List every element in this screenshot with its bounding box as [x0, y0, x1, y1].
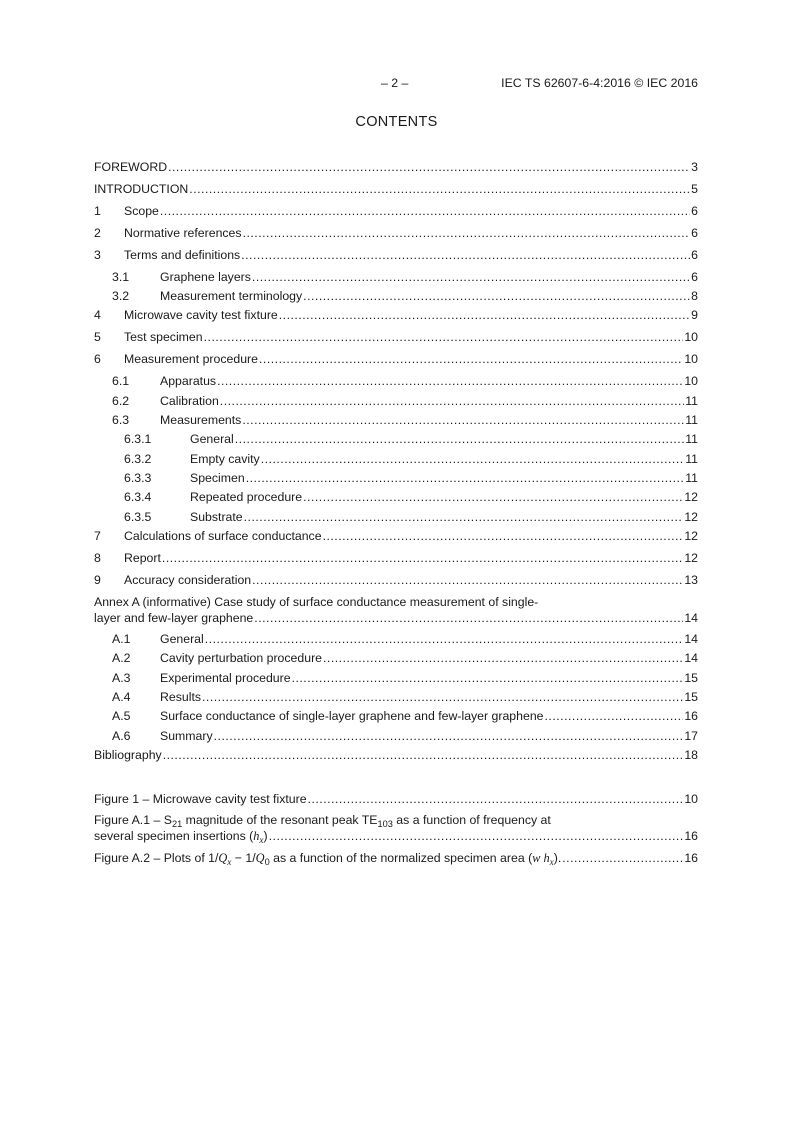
toc-entry[interactable]: 6.3.2 Empty cavity ..... 11 [94, 451, 698, 467]
toc-entry[interactable]: 6.3 Measurements ..... 11 [94, 412, 698, 428]
toc-entry[interactable]: 2 Normative references ..... 6 [94, 225, 698, 241]
toc-annex-entry[interactable]: A.2 Cavity perturbation procedure ..... 14 [94, 650, 698, 666]
toc-introduction[interactable]: INTRODUCTION ..... 5 [94, 181, 698, 197]
toc-entry[interactable]: 7 Calculations of surface conductance ..... 12 [94, 528, 698, 544]
document-reference: IEC TS 62607-6-4:2016 © IEC 2016 [501, 76, 698, 90]
toc-bibliography[interactable]: Bibliography ..... 18 [94, 747, 698, 763]
toc-entry[interactable]: 3 Terms and definitions ..... 6 [94, 247, 698, 263]
figure-list-entry-a1[interactable]: Figure $A.1 - S_{21}$ magnitude of the resonant peak $TE_{103}$ as a function of frequency at several specimen insertions $(h_x)$ ..... 16 [94, 812, 698, 844]
toc-annex-entry[interactable]: A.5 Surface conductance of single-layer graphene and few-layer graphene ..... 16 [94, 708, 698, 724]
toc-entry[interactable]: 5 Test specimen ..... 10 [94, 329, 698, 345]
page-number: – 2 – [381, 76, 409, 90]
toc-annex-entry[interactable]: A.1 General ..... 14 [94, 631, 698, 647]
toc-entry[interactable]: 1 Scope ..... 6 [94, 203, 698, 219]
toc-entry[interactable]: 6.3.3 Specimen ..... 11 [94, 470, 698, 486]
toc-entry[interactable]: 6.1 Apparatus ..... 10 [94, 373, 698, 389]
figure-list-entry-1[interactable]: Figure 1 – Microwave cavity test fixture ..... 10 [94, 791, 698, 807]
toc-foreword[interactable]: FOREWORD ..... 3 [94, 159, 698, 175]
toc-annex-a[interactable]: Annex A (informative) Case study of surface conductance measurement of single- layer and few-layer graphene ..... 14 [94, 594, 698, 626]
page-header [0, 76, 793, 92]
toc-entry[interactable]: 6.2 Calibration ..... 11 [94, 393, 698, 409]
toc-annex-entry[interactable]: A.3 Experimental procedure ..... 15 [94, 670, 698, 686]
toc-entry[interactable]: 8 Report ..... 12 [94, 550, 698, 566]
toc-annex-entry[interactable]: A.6 Summary ..... 17 [94, 728, 698, 744]
toc-entry[interactable]: 3.1 Graphene layers ..... 6 [94, 269, 698, 285]
figure-list-entry-a2[interactable]: Figure A.2 – Plots of $1/Q_x - 1/Q_0$ as a function of the normalized specimen area (w $h_x$). ..... 16 [94, 850, 698, 866]
toc-entry[interactable]: 6.3.5 Substrate ..... 12 [94, 509, 698, 525]
toc-annex-entry[interactable]: A.4 Results ..... 15 [94, 689, 698, 705]
toc-entry[interactable]: 3.2 Measurement terminology ..... 8 [94, 288, 698, 304]
toc-entry[interactable]: 4 Microwave cavity test fixture ..... 9 [94, 307, 698, 323]
toc-entry[interactable]: 9 Accuracy consideration ..... 13 [94, 572, 698, 588]
page-title: CONTENTS [355, 114, 438, 130]
toc-entry[interactable]: 6.3.4 Repeated procedure ..... 12 [94, 489, 698, 505]
toc-entry[interactable]: 6 Measurement procedure ..... 10 [94, 351, 698, 367]
toc-entry[interactable]: 6.3.1 General ..... 11 [94, 431, 698, 447]
